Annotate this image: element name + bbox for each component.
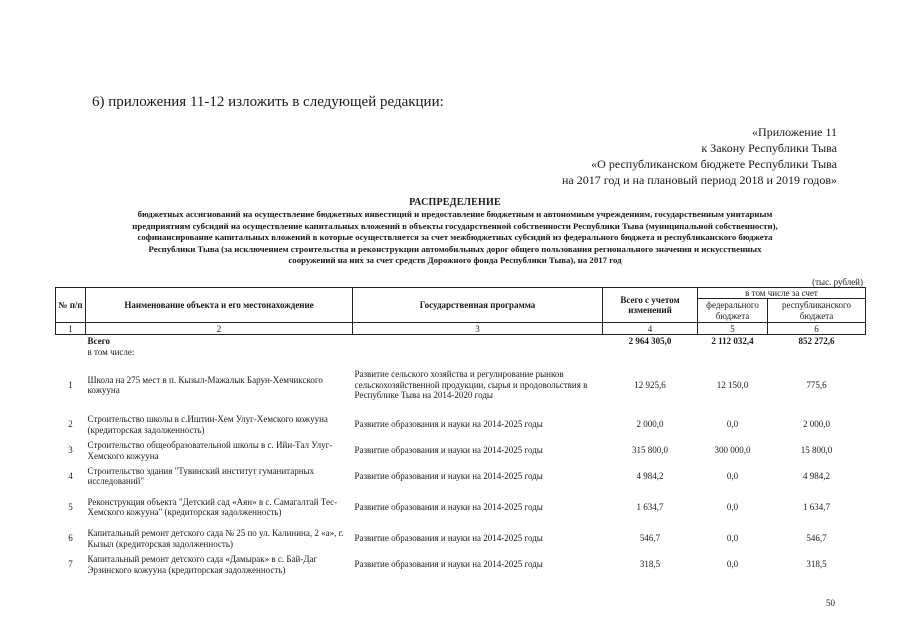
cell-num: 6 [68,533,73,544]
cell-total: 315 800,0 [632,445,668,456]
col-number: 1 [56,323,86,335]
table-header [56,288,866,335]
cell-total: 2 000,0 [636,419,664,430]
header-federal: федерального бюджета [698,299,768,323]
cell-total: 4 984,2 [636,470,664,481]
total-sublabel: в том числе: [87,346,135,357]
cell-republic: 4 984,2 [803,470,830,481]
cell-num: 7 [68,559,73,570]
table-body [56,335,866,578]
cell-republic: 775,6 [806,379,827,390]
column-numbers-row [56,323,866,335]
cell-federal: 0,0 [726,559,739,570]
table-row-total [56,335,866,359]
cell-total: 318,5 [639,559,661,570]
table-row [56,359,866,412]
col-number: 6 [768,323,866,335]
header-republic: республиканского бюджета [768,299,866,323]
cell-total: 546,7 [639,533,661,544]
table-row [56,438,866,464]
header-program: Государственная программа [353,288,603,323]
cell-num: 1 [68,379,73,390]
cell-federal: 2 112 032,4 [711,336,754,346]
cell-federal: 0,0 [726,419,739,430]
cell-total: 2 964 305,0 [628,336,672,346]
subtitle-line: сооружений на них за счет средств Дорожного фонда Республики Тыва), на 2017 год [288,255,622,266]
cell-program: Развитие образования и науки на 2014-2025 годы [354,501,543,512]
table-row [56,412,866,438]
table-row [56,489,866,526]
cell-republic: 546,7 [806,533,827,544]
intro-text: 6) приложения 11-12 изложить в следующей редакции: [92,94,444,110]
cell-program: Развитие сельского хозяйства и регулирование рынков сельскохозяйственной продукции, сырья и продовольствия в Республике Тыва на 2014-2020 годы [354,369,588,401]
cell-federal: 0,0 [726,470,739,481]
cell-name: Строительство здания "Тувинский институт гуманитарных исследований" [87,465,315,486]
cell-program [353,335,603,359]
cell-total: 12 925,6 [634,379,666,390]
col-number: 2 [86,323,353,335]
appendix-line: на 2017 год и на плановый период 2018 и 2019 годов» [561,173,837,187]
page-number: 50 [826,598,835,608]
cell-name: Капитальный ремонт детского сада «Дамырак» в с. Бай-Даг Эрзинского кожууна (кредиторская задолженность) [87,554,318,575]
subtitle-line: бюджетных ассигнований на осуществление бюджетных инвестиций и предоставление бюджетным и автономным учреждениям, государственным унитарным [137,209,773,219]
cell-federal: 300 000,0 [714,445,751,456]
cell-program: Развитие образования и науки на 2014-2025 годы [354,470,543,481]
subtitle-line: софинансирование капитальных вложений в которые осуществляется за счет межбюджетных субсидий из федерального бюджета и республиканского бюджета [137,232,773,243]
total-label: Всего [87,336,110,346]
cell-name [86,335,353,359]
cell-republic: 2 000,0 [803,419,830,430]
col-number: 3 [353,323,603,335]
cell-name: Строительство общеобразовательной школы в с. Ийи-Тал Улуг-Хемского кожууна [87,440,333,461]
cell-name: Капитальный ремонт детского сада № 25 по ул. Калинина, 2 «а», г. Кызыл (кредиторская задолженность) [87,528,344,549]
appendix-reference [562,124,837,188]
document-title: РАСПРЕДЕЛЕНИЕ [409,197,501,208]
cell-republic: 318,5 [806,559,827,570]
appendix-line: «Приложение 11 [752,125,837,139]
cell-program: Развитие образования и науки на 2014-2025 годы [354,445,543,456]
document-heading [60,197,850,267]
cell-republic: 1 634,7 [803,501,830,512]
cell-federal: 12 150,0 [716,379,749,390]
header-name: Наименование объекта и его местонахождение [86,288,353,323]
cell-num [56,335,86,359]
cell-name: Реконструкция объекта "Детский сад «Аян» в с. Самагалтай Тес-Хемского кожууна" (кредиторская задолженность) [87,496,338,517]
header-num: № п/п [56,288,86,323]
table-row [56,464,866,489]
cell-num: 3 [68,445,73,456]
cell-name: Строительство школы в с.Иштии-Хем Улуг-Хемского кожууна (кредиторская задолженность) [87,414,328,435]
subtitle-line: Республики Тыва (за исключением строительства и реконструкции автомобильных дорог общего пользования регионального значения и искусственных [148,243,762,254]
cell-federal: 0,0 [726,501,739,512]
table-row [56,552,866,578]
cell-name: Школа на 275 мест в п. Кызыл-Мажалык Барун-Хемчикского кожууна [87,374,323,395]
cell-num: 4 [68,470,73,481]
header-incl: в том числе за счет [698,288,866,299]
table-row [56,526,866,552]
cell-program: Развитие образования и науки на 2014-2025 годы [354,419,543,430]
cell-republic: 852 272,6 [798,336,835,346]
col-number: 4 [603,323,698,335]
cell-num: 5 [68,501,73,512]
subtitle-line: предприятиям субсидий на осуществление капитальных вложений в объекты государственной собственности Республики Тыва (муниципальной собственности), [132,220,778,231]
header-total: Всего с учетом изменений [603,288,698,323]
cell-program: Развитие образования и науки на 2014-2025 годы [354,559,543,570]
cell-total: 1 634,7 [636,501,664,512]
units-label: (тыс. рублей) [812,277,863,287]
cell-program: Развитие образования и науки на 2014-2025 годы [354,533,543,544]
document-subtitle [60,209,850,267]
col-number: 5 [698,323,768,335]
cell-federal: 0,0 [726,533,739,544]
appendix-line: к Закону Республики Тыва [701,141,837,155]
cell-num: 2 [68,419,73,430]
appendix-line: «О республиканском бюджете Республики Тыва [591,157,837,171]
budget-table [55,287,866,578]
cell-republic: 15 800,0 [800,445,833,456]
